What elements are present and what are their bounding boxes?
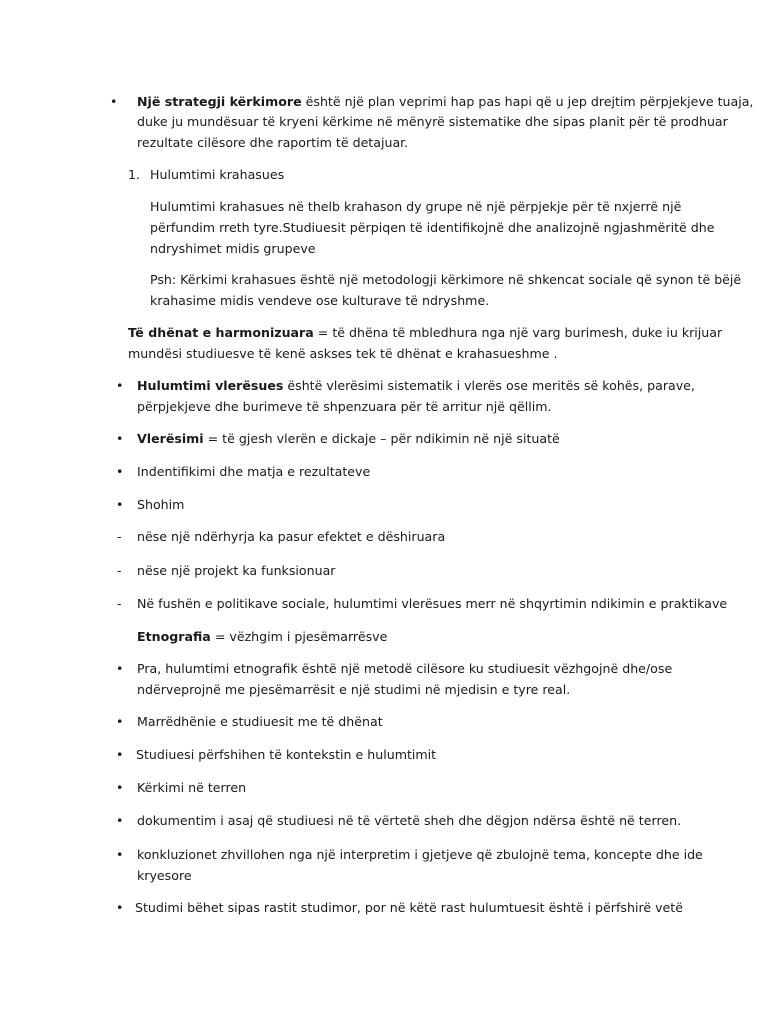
conclusions-line-1: konkluzionet zhvillohen nga një interpretim i gjetjeve që zbulojnë tema, koncepte dhe ide xyxy=(137,847,703,862)
harmonized-line-1 xyxy=(128,322,722,343)
shohim-line: Shohim xyxy=(137,497,185,512)
bullet-marker: • xyxy=(110,94,118,109)
intro-bold-term: Një strategji kërkimore xyxy=(137,94,302,109)
conclusions-line-2: kryesore xyxy=(137,868,192,883)
dash-marker: - xyxy=(117,596,122,611)
evaluative-text: është vlerësimi sistematik i vlerës ose meritës së kohës, parave, xyxy=(283,378,695,393)
identification-line: Indentifikimi dhe matja e rezultateve xyxy=(137,464,371,479)
bullet-marker: • xyxy=(116,780,124,795)
comparative-para1-line-1: Hulumtimi krahasues në thelb krahason dy grupe në një përpjekje për të nxjerrë një xyxy=(150,199,682,214)
list-number: 1. xyxy=(128,167,141,182)
evaluative-bold-term: Hulumtimi vlerësues xyxy=(137,378,284,393)
comparative-para2-line-1: Psh: Kërkimi krahasues është një metodologji kërkimore në shkencat sociale që synon të bëjë xyxy=(150,272,742,287)
section-heading-comparative: Hulumtimi krahasues xyxy=(150,167,285,182)
last-line: Studimi bëhet sipas rastit studimor, por në këtë rast hulumtuesit është i përfshirë vetë xyxy=(135,900,683,915)
bullet-marker: • xyxy=(116,431,124,446)
comparative-para2-line-2: krahasime midis vendeve ose kulturave të ndryshme. xyxy=(150,293,490,308)
bullet-marker: • xyxy=(116,900,124,915)
valuation-bold-term: Vlerësimi xyxy=(137,431,204,446)
comparative-para1-line-3: ndryshimet midis grupeve xyxy=(150,241,316,256)
harmonized-text: = të dhëna të mbledhura nga një varg burimesh, duke iu krijuar xyxy=(313,325,723,340)
evaluative-line-1 xyxy=(137,375,695,396)
dash-item: nëse një projekt ka funksionuar xyxy=(137,563,336,578)
valuation-text: = të gjesh vlerën e dickaje – për ndikimin në një situatë xyxy=(203,431,560,446)
comparative-para1-line-2: përfundim rreth tyre.Studiuesit përpiqen të identifikojnë dhe analizojnë ngjashmëritë dhe xyxy=(150,220,715,235)
intro-line-2: duke ju mundësuar të kryeni kërkime në mënyrë sistematike dhe sipas planit për të prodhuar xyxy=(137,114,728,129)
bullet-marker: • xyxy=(116,661,124,676)
ethnography-line xyxy=(137,626,387,647)
bullet-marker: • xyxy=(116,747,124,762)
bullet-marker: • xyxy=(116,497,124,512)
ethno-para-line-1: Pra, hulumtimi etnografik është një metodë cilësore ku studiuesit vëzhgojnë dhe/ose xyxy=(137,661,673,676)
bullet-item: Studiuesi përfshihen të kontekstin e hulumtimit xyxy=(136,747,437,762)
dash-item: Në fushën e politikave sociale, hulumtimi vlerësues merr në shqyrtimin ndikimin e praktikave xyxy=(137,596,728,611)
ethnography-text: = vëzhgim i pjesëmarrësve xyxy=(210,629,388,644)
bullet-marker: • xyxy=(116,464,124,479)
bullet-marker: • xyxy=(116,714,124,729)
bullet-marker: • xyxy=(116,847,124,862)
harmonized-bold-term: Të dhënat e harmonizuara xyxy=(128,325,314,340)
dash-marker: - xyxy=(117,563,122,578)
bullet-marker: • xyxy=(116,813,124,828)
intro-line-1 xyxy=(137,91,753,112)
bullet-item: Marrëdhënie e studiuesit me të dhënat xyxy=(137,714,383,729)
ethno-para-line-2: ndërveprojnë me pjesëmarrësit e një studimi në mjedisin e tyre real. xyxy=(137,682,571,697)
evaluative-line-2: përpjekjeve dhe burimeve të shpenzuara për të arritur një qëllim. xyxy=(137,399,552,414)
dash-marker: - xyxy=(117,529,122,544)
bullet-marker: • xyxy=(116,378,124,393)
bullet-item: Kërkimi në terren xyxy=(137,780,247,795)
intro-line-3: rezultate cilësore dhe raportim të detajuar. xyxy=(137,135,409,150)
dash-item: nëse një ndërhyrja ka pasur efektet e dëshiruara xyxy=(137,529,446,544)
harmonized-line-2: mundësi studiuesve të kenë askses tek të dhënat e krahasueshme . xyxy=(128,346,558,361)
bullet-item: dokumentim i asaj që studiuesi në të vërtetë sheh dhe dëgjon ndërsa është në terren. xyxy=(137,813,682,828)
ethnography-bold-term: Etnografia xyxy=(137,629,211,644)
intro-text: është një plan veprimi hap pas hapi që u jep drejtim përpjekjeve tuaja, xyxy=(301,94,754,109)
valuation-line xyxy=(137,428,560,449)
